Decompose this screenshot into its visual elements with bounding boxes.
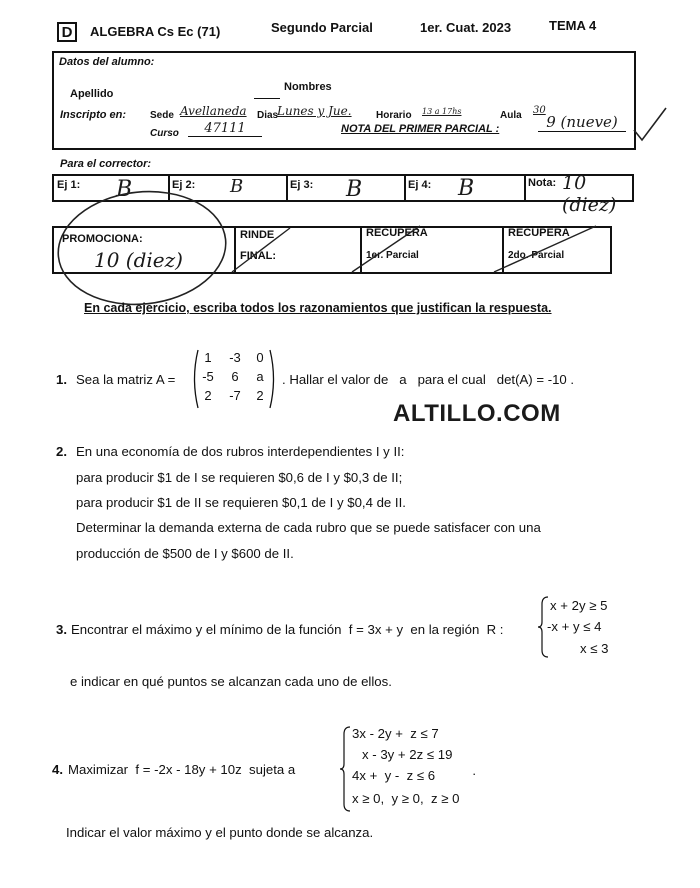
matrix-cell: -3 — [229, 350, 241, 365]
q2-line: En una economía de dos rubros interdependientes I y II: — [76, 444, 405, 459]
dias-label: Dias — [257, 110, 279, 121]
header-letter: D — [61, 24, 73, 41]
matrix-cell: -7 — [229, 388, 241, 403]
recupera2-label: RECUPERA — [508, 227, 570, 239]
exam-period: 1er. Cuat. 2023 — [420, 20, 512, 35]
q3-text: Encontrar el máximo y el mínimo de la función f = 3x + y en la región R : — [71, 622, 504, 637]
matrix-cell: 2 — [204, 388, 212, 403]
q4-constraint: x - 3y + 2z ≤ 19 — [362, 747, 453, 762]
ej1-label: Ej 1: — [57, 179, 81, 191]
q4-after: Indicar el valor máximo y el punto donde se alcanza. — [66, 825, 374, 840]
nota-value: 10 (diez) — [562, 172, 617, 216]
question-3 — [56, 594, 676, 694]
dias-value: Lunes y Jue. — [277, 104, 352, 118]
q4-constraint: 3x - 2y + z ≤ 7 — [352, 726, 439, 741]
sede-label: Sede — [150, 110, 174, 121]
aula-value: 30 — [533, 105, 546, 116]
rinde-label: RINDE — [240, 229, 275, 241]
ej3-label: Ej 3: — [290, 179, 314, 191]
corrector-section-label: Para el corrector: — [60, 158, 152, 170]
matrix-cell: -5 — [202, 369, 214, 384]
instruction-text: En cada ejercicio, escriba todos los razonamientos que justifican la respuesta. — [84, 301, 552, 315]
q3-number: 3. — [56, 622, 67, 637]
matrix-grid — [196, 350, 270, 403]
system-brace — [340, 726, 352, 812]
strike-lines — [0, 0, 700, 320]
q3-after: e indicar en qué puntos se alcanzan cada uno de ellos. — [70, 674, 392, 689]
q2-number: 2. — [56, 444, 67, 459]
promociona-value: 10 (diez) — [94, 248, 183, 272]
q1-post: . Hallar el valor de a para el cual det(A) = -10 . — [282, 372, 575, 387]
student-section-label: Datos del alumno: — [59, 56, 155, 68]
nota-primer-parcial-label: NOTA DEL PRIMER PARCIAL : — [341, 123, 500, 135]
course-name: ALGEBRA Cs Ec (71) — [90, 24, 221, 39]
question-4 — [52, 724, 672, 844]
promociona-label: PROMOCIONA: — [62, 233, 143, 245]
q4-number: 4. — [52, 762, 63, 777]
nota-primer-parcial-value: 9 (nueve) — [538, 113, 626, 132]
q3-constraint: x ≤ 3 — [580, 641, 609, 656]
exam-name: Segundo Parcial — [271, 20, 373, 35]
nota-label: Nota: — [528, 177, 557, 189]
watermark: ALTILLO.COM — [393, 400, 561, 427]
q4-trailing-dot: · — [472, 766, 477, 781]
q3-constraint: x + 2y ≥ 5 — [550, 598, 608, 613]
apellido-label: Apellido — [70, 88, 114, 100]
q2-line: para producir $1 de II se requieren $0,1 de I y $0,4 de II. — [76, 495, 406, 510]
q3-constraint: -x + y ≤ 4 — [547, 619, 602, 634]
matrix-cell: 1 — [204, 350, 212, 365]
recupera2-sub: 2do. Parcial — [508, 250, 565, 261]
horario-value: 13 a 17hs — [422, 107, 462, 116]
ej2-value: B — [230, 176, 244, 197]
curso-label: Curso — [150, 128, 179, 139]
inscripto-label: Inscripto en: — [60, 109, 127, 121]
ej4-value: B — [458, 176, 475, 201]
ej3-value: B — [346, 177, 363, 202]
sede-value: Avellaneda — [180, 104, 247, 118]
nombres-label: Nombres — [284, 81, 332, 93]
q1-number: 1. — [56, 372, 67, 387]
q4-constraint: x ≥ 0, y ≥ 0, z ≥ 0 — [352, 791, 460, 806]
matrix-cell: a — [256, 369, 264, 384]
q4-constraint: 4x + y - z ≤ 6 — [352, 768, 436, 783]
recupera1-label: RECUPERA — [366, 227, 428, 239]
matrix-cell: 2 — [256, 388, 264, 403]
question-1 — [56, 348, 676, 412]
recupera1-sub: 1er. Parcial — [366, 250, 419, 261]
curso-value: 47111 — [188, 121, 262, 137]
q2-line: Determinar la demanda externa de cada rubro que se puede satisfacer con una — [76, 520, 541, 535]
q2-line: para producir $1 de I se requieren $0,6 de I y $0,3 de II; — [76, 470, 403, 485]
matrix-right-paren — [268, 348, 278, 410]
ej2-label: Ej 2: — [172, 179, 196, 191]
final-label: FINAL: — [240, 250, 277, 262]
ej1-value: B — [116, 177, 133, 202]
q4-text: Maximizar f = -2x - 18y + 10z sujeta a — [68, 762, 296, 777]
q1-pre: Sea la matriz A = — [76, 372, 176, 387]
q2-line: producción de $500 de I y $600 de II. — [76, 546, 294, 561]
ej4-label: Ej 4: — [408, 179, 432, 191]
matrix-cell: 6 — [231, 369, 239, 384]
aula-label: Aula — [500, 110, 522, 121]
horario-label: Horario — [376, 110, 412, 121]
exam-theme: TEMA 4 — [549, 18, 597, 33]
matrix-cell: 0 — [256, 350, 264, 365]
